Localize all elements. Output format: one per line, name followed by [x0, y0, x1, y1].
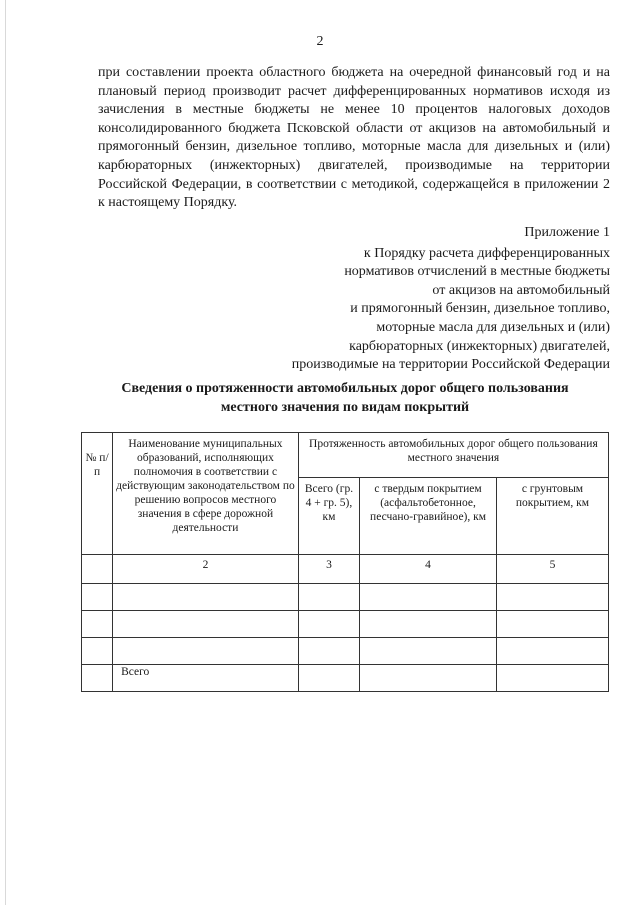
appendix-line: моторные масла для дизельных и (или) — [376, 319, 610, 335]
table-row — [82, 611, 609, 638]
table-cell — [113, 584, 299, 611]
header-paved-length: с твердым покрытием (асфальтобетонное, песчано-гравийное), км — [360, 478, 497, 555]
table-cell — [360, 584, 497, 611]
appendix-line: от акцизов на автомобильный — [432, 282, 610, 298]
total-label: Всего — [113, 665, 299, 692]
table-heading — [80, 380, 610, 417]
appendix-line: к Порядку расчета дифференцированных — [363, 245, 610, 261]
table-cell — [496, 584, 608, 611]
table-cell — [496, 665, 608, 692]
appendix-line: карбюраторных (инжекторных) двигателей, — [349, 338, 610, 354]
column-number: 2 — [113, 555, 299, 584]
column-number-row — [82, 555, 609, 584]
header-municipality-name: Наименование муниципальных образований, исполняющих полномочия в соответствии с действующим законодательством по решению вопросов местного значения в сфере дорожной деятельности — [113, 433, 299, 555]
table-cell — [82, 611, 113, 638]
total-row — [82, 665, 609, 692]
roads-table — [81, 432, 609, 692]
header-no: № п/п — [82, 433, 113, 555]
table-cell — [82, 638, 113, 665]
table-cell — [113, 638, 299, 665]
table-cell — [360, 665, 497, 692]
column-number: 4 — [360, 555, 497, 584]
header-dirt-length: с грунтовым покрытием, км — [496, 478, 608, 555]
heading-line-1: Сведения о протяженности автомобильных дорог общего пользования — [121, 381, 569, 396]
table-row — [82, 638, 609, 665]
table-cell — [298, 611, 359, 638]
table-cell — [298, 665, 359, 692]
column-number — [82, 555, 113, 584]
table-cell — [360, 638, 497, 665]
appendix-block — [230, 224, 610, 375]
table-cell — [360, 611, 497, 638]
appendix-line: производимые на территории Российской Федерации — [291, 357, 610, 373]
body-paragraph: при составлении проекта областного бюджета на очередной финансовый год и на плановый период производит расчет дифференцированных нормативов исходя из зачисления в местные бюджеты не менее 10 процентов налоговых доходов консолидированного бюджета Псковской области от акцизов на автомобильный и прямогонный бензин, дизельное топливо, моторные масла для дизельных и (или) карбюраторных (инжекторных) двигателей, производимые на территории Российской Федерации, в соответствии с методикой, содержащейся в приложении 2 к настоящему Порядку. — [98, 65, 610, 211]
table-cell — [496, 611, 608, 638]
header-total-length: Всего (гр. 4 + гр. 5), км — [298, 478, 359, 555]
heading-line-2: местного значения по видам покрытий — [220, 399, 470, 415]
table-cell — [113, 611, 299, 638]
appendix-line: нормативов отчислений в местные бюджеты — [344, 264, 610, 280]
appendix-title: Приложение 1 — [524, 225, 610, 240]
header-length-group: Протяженность автомобильных дорог общего пользования местного значения — [298, 433, 608, 478]
column-number: 3 — [298, 555, 359, 584]
table-cell — [298, 638, 359, 665]
table-cell — [82, 665, 113, 692]
table-cell — [298, 584, 359, 611]
appendix-line: и прямогонный бензин, дизельное топливо, — [350, 301, 610, 317]
table-row — [82, 584, 609, 611]
column-number: 5 — [496, 555, 608, 584]
page-edge-line — [5, 0, 6, 905]
table-cell — [496, 638, 608, 665]
table-cell — [82, 584, 113, 611]
page-number: 2 — [316, 34, 324, 49]
